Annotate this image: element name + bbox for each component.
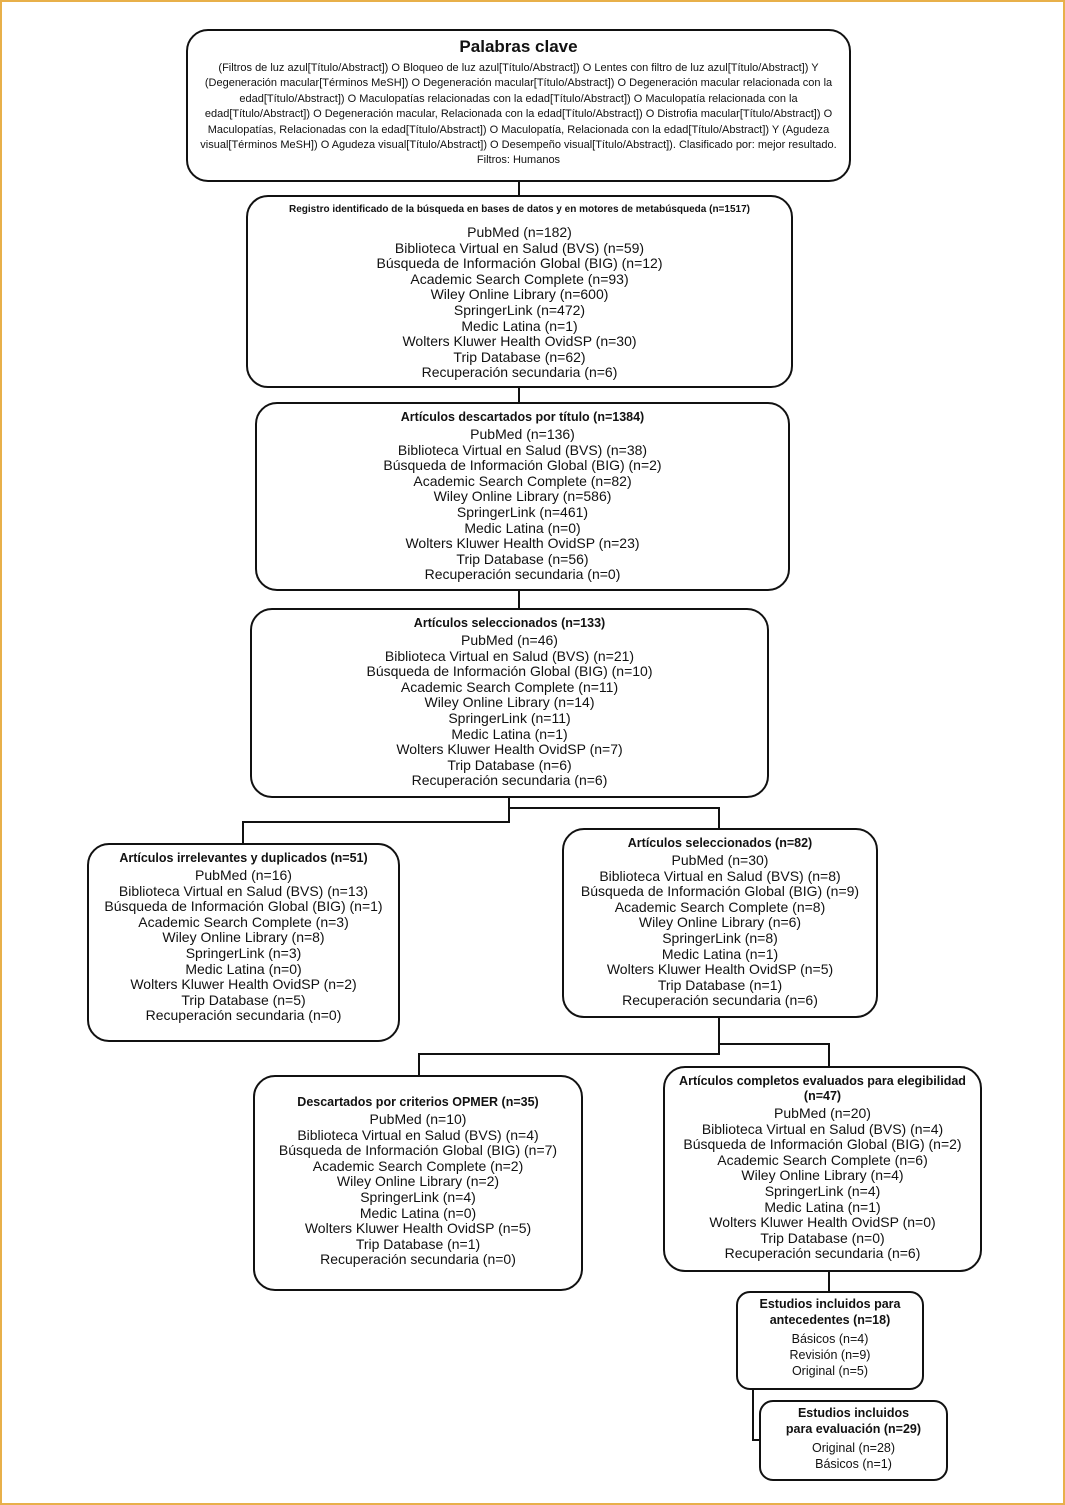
full-text-assessed-count: (n=47) bbox=[803, 1089, 842, 1103]
list-item: Búsqueda de Información Global (BIG) (n=10) bbox=[366, 663, 653, 680]
list-item: Biblioteca Virtual en Salud (BVS) (n=8) bbox=[599, 867, 841, 884]
connector bbox=[518, 387, 520, 403]
connector bbox=[718, 807, 720, 829]
list-item: Búsqueda de Información Global (BIG) (n=9) bbox=[580, 883, 860, 900]
list-item: Trip Database (n=5) bbox=[181, 991, 306, 1008]
list-item: Original (n=5) bbox=[791, 1364, 869, 1378]
list-item: Academic Search Complete (n=11) bbox=[400, 678, 619, 695]
registry-title: Registro identificado de la búsqueda en bases de datos y en motores de metabúsqueda (n=1517) bbox=[289, 204, 750, 215]
list-item: Academic Search Complete (n=2) bbox=[312, 1157, 524, 1174]
list-item: Recuperación secundaria (n=6) bbox=[622, 992, 818, 1009]
list-item: SpringerLink (n=8) bbox=[662, 929, 778, 946]
registry-box bbox=[246, 195, 793, 388]
list-item: PubMed (n=20) bbox=[774, 1105, 871, 1121]
list-item: Wolters Kluwer Health OvidSP (n=0) bbox=[709, 1214, 936, 1231]
opmer-discarded-title: Descartados por criterios OPMER (n=35) bbox=[297, 1095, 539, 1109]
list-item: Trip Database (n=1) bbox=[657, 976, 783, 993]
evaluation-studies-count: para evaluación (n=29) bbox=[785, 1422, 922, 1436]
irrelevant-duplicates-title: Artículos irrelevantes y duplicados (n=51) bbox=[119, 851, 368, 865]
list-item: Wiley Online Library (n=600) bbox=[430, 286, 609, 303]
list-item: PubMed (n=136) bbox=[470, 426, 575, 442]
keywords-title: Palabras clave bbox=[459, 37, 578, 56]
list-item: Wiley Online Library (n=8) bbox=[162, 929, 325, 946]
list-item: SpringerLink (n=472) bbox=[453, 301, 586, 318]
list-item: SpringerLink (n=4) bbox=[360, 1188, 476, 1205]
list-item: Medic Latina (n=1) bbox=[451, 725, 568, 742]
list-item: Wolters Kluwer Health OvidSP (n=23) bbox=[405, 535, 640, 552]
list-item: Medic Latina (n=1) bbox=[461, 317, 578, 334]
list-item: Biblioteca Virtual en Salud (BVS) (n=4) bbox=[701, 1120, 944, 1137]
list-item: PubMed (n=182) bbox=[467, 224, 572, 240]
selected-82-title: Artículos seleccionados (n=82) bbox=[627, 836, 813, 850]
list-item: Wolters Kluwer Health OvidSP (n=7) bbox=[396, 741, 623, 758]
list-item: Recuperación secundaria (n=0) bbox=[320, 1251, 516, 1268]
selected-133-box bbox=[250, 608, 769, 798]
connector bbox=[242, 821, 510, 823]
list-item: Recuperación secundaria (n=6) bbox=[411, 772, 608, 789]
list-item: Medic Latina (n=1) bbox=[661, 945, 779, 962]
list-item: SpringerLink (n=4) bbox=[764, 1182, 881, 1199]
connector bbox=[518, 181, 520, 196]
connector bbox=[752, 1387, 754, 1441]
list-item: Medic Latina (n=0) bbox=[185, 960, 302, 977]
list-item: Original (n=28) bbox=[811, 1441, 896, 1455]
list-item: Trip Database (n=62) bbox=[453, 348, 586, 365]
irrelevant-duplicates-box bbox=[87, 843, 400, 1042]
opmer-discarded-box bbox=[253, 1075, 583, 1291]
list-item: SpringerLink (n=461) bbox=[456, 503, 589, 520]
connector bbox=[718, 1043, 830, 1045]
list-item: Wiley Online Library (n=4) bbox=[741, 1167, 904, 1184]
list-item: PubMed (n=16) bbox=[195, 867, 292, 883]
list-item: Búsqueda de Información Global (BIG) (n=2) bbox=[683, 1136, 962, 1153]
discarded-by-title-title: Artículos descartados por título (n=1384) bbox=[400, 410, 645, 424]
list-item: Búsqueda de Información Global (BIG) (n=2) bbox=[383, 457, 662, 474]
full-text-assessed-title: Artículos completos evaluados para elegibilidad bbox=[679, 1074, 966, 1088]
list-item: Wiley Online Library (n=586) bbox=[433, 488, 612, 505]
list-item: Medic Latina (n=1) bbox=[764, 1198, 881, 1215]
selected-133-title: Artículos seleccionados (n=133) bbox=[413, 616, 606, 630]
connector bbox=[508, 797, 510, 822]
list-item: Recuperación secundaria (n=0) bbox=[145, 1007, 342, 1024]
list-item: Trip Database (n=6) bbox=[447, 756, 572, 773]
list-item: Revisión (n=9) bbox=[789, 1348, 871, 1362]
list-item: SpringerLink (n=3) bbox=[185, 944, 302, 961]
connector bbox=[418, 1053, 420, 1076]
list-item: Wiley Online Library (n=2) bbox=[336, 1173, 500, 1190]
list-item: Academic Search Complete (n=8) bbox=[614, 898, 826, 915]
list-item: Biblioteca Virtual en Salud (BVS) (n=38) bbox=[397, 441, 648, 458]
list-item: Búsqueda de Información Global (BIG) (n=12) bbox=[376, 255, 663, 272]
connector bbox=[828, 1043, 830, 1067]
list-item: Biblioteca Virtual en Salud (BVS) (n=59) bbox=[394, 239, 645, 256]
discarded-by-title-box bbox=[255, 402, 790, 591]
connector bbox=[418, 1053, 720, 1055]
list-item: Academic Search Complete (n=82) bbox=[413, 472, 632, 489]
list-item: Recuperación secundaria (n=6) bbox=[421, 364, 618, 381]
list-item: Wolters Kluwer Health OvidSP (n=5) bbox=[606, 961, 834, 978]
background-studies-title: Estudios incluidos para bbox=[759, 1297, 901, 1311]
keywords-box bbox=[186, 29, 851, 182]
evaluation-studies-title: Estudios incluidos bbox=[797, 1406, 910, 1420]
connector bbox=[518, 590, 520, 609]
list-item: PubMed (n=10) bbox=[369, 1111, 467, 1127]
list-item: Biblioteca Virtual en Salud (BVS) (n=21) bbox=[384, 647, 635, 664]
list-item: Wiley Online Library (n=6) bbox=[638, 914, 802, 931]
list-item: Wolters Kluwer Health OvidSP (n=2) bbox=[130, 976, 357, 993]
background-studies-box bbox=[736, 1291, 924, 1390]
list-item: Búsqueda de Información Global (BIG) (n=1) bbox=[104, 898, 383, 915]
list-item: PubMed (n=46) bbox=[461, 632, 558, 648]
list-item: Wolters Kluwer Health OvidSP (n=5) bbox=[304, 1220, 532, 1237]
list-item: Recuperación secundaria (n=0) bbox=[424, 566, 621, 583]
list-item: Wiley Online Library (n=14) bbox=[424, 694, 595, 711]
list-item: Trip Database (n=0) bbox=[760, 1229, 885, 1246]
list-item: Búsqueda de Información Global (BIG) (n=7) bbox=[278, 1142, 558, 1159]
list-item: Academic Search Complete (n=93) bbox=[410, 270, 629, 287]
background-studies-count: antecedentes (n=18) bbox=[769, 1313, 891, 1327]
list-item: Biblioteca Virtual en Salud (BVS) (n=13) bbox=[118, 882, 369, 899]
evaluation-studies-box bbox=[759, 1400, 948, 1481]
list-item: Medic Latina (n=0) bbox=[359, 1204, 477, 1221]
selected-82-box bbox=[562, 828, 878, 1018]
list-item: Medic Latina (n=0) bbox=[464, 519, 581, 536]
list-item: Trip Database (n=1) bbox=[355, 1235, 481, 1252]
full-text-assessed-box bbox=[663, 1066, 982, 1272]
list-item: PubMed (n=30) bbox=[671, 852, 769, 868]
list-item: SpringerLink (n=11) bbox=[448, 709, 571, 726]
list-item: Wolters Kluwer Health OvidSP (n=30) bbox=[402, 333, 637, 350]
list-item: Academic Search Complete (n=6) bbox=[717, 1151, 928, 1168]
connector bbox=[508, 807, 720, 809]
list-item: Biblioteca Virtual en Salud (BVS) (n=4) bbox=[297, 1126, 539, 1143]
connector bbox=[828, 1271, 830, 1292]
connector bbox=[242, 821, 244, 844]
list-item: Básicos (n=1) bbox=[815, 1457, 892, 1471]
list-item: Básicos (n=4) bbox=[791, 1332, 869, 1346]
list-item: Recuperación secundaria (n=6) bbox=[724, 1245, 921, 1262]
list-item: Academic Search Complete (n=3) bbox=[138, 913, 349, 930]
connector bbox=[718, 1017, 720, 1055]
keywords-text: (Filtros de luz azul[Título/Abstract]) O Bloqueo de luz azul[Título/Abstract]) O Lentes con filtro de luz azul[Título/Abstract]) Y (Degeneración macular[Términos MeSH]) O Degeneración macular[Título/Abstract]) O Degeneración macular relacionada con la edad[Título/Abstract]) O Maculopatías relacionadas con la edad[Título/Abstract]) O Maculopatía relacionada con la edad[Título/Abstract]) O Degeneración macular, Relacionada con la edad[Título/Abstract]) O Distrofia macular[Título/Abstract]) O Maculopatías, Relacionadas con la edad[Título/Abstract]) O Maculopatía, Relacionada con la edad[Título/Abstract]) Y (Agudeza visual[Términos MeSH]) O Agudeza visual[Título/Abstract]) O Desempeño visual[Título/Abstract]). Clasificado por: mejor resultado. Filtros: Humanos bbox=[200, 62, 837, 167]
list-item: Trip Database (n=56) bbox=[456, 550, 589, 567]
